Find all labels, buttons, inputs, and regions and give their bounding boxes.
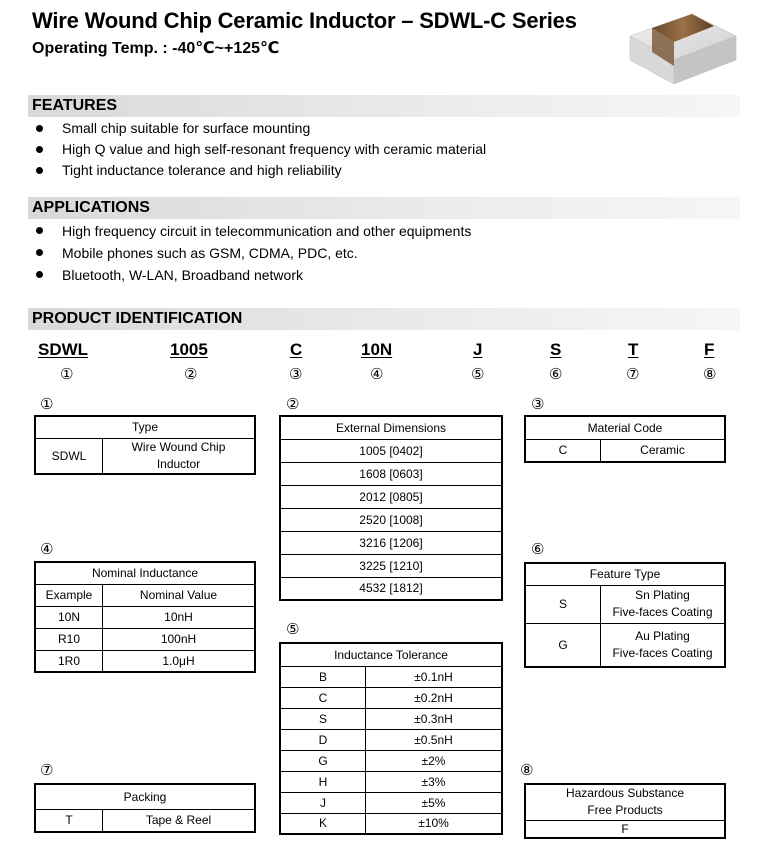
type-code: SDWL — [35, 438, 103, 474]
table-cell: K — [280, 813, 366, 834]
inductance-header: Nominal Inductance — [35, 562, 255, 584]
feature-code: G — [525, 623, 601, 667]
hazard-number: ⑧ — [520, 762, 534, 779]
list-item: High frequency circuit in telecommunication and other equipments — [36, 220, 471, 242]
code-part: F — [704, 340, 715, 359]
hazard-table — [524, 783, 726, 839]
feature-number: ⑥ — [531, 541, 545, 558]
inductance-col-example: Example — [35, 584, 103, 606]
chip-inductor-image — [622, 6, 744, 90]
table-row: 1608 [0603] — [280, 462, 502, 485]
feature-desc-line2: Five-faces Coating — [612, 645, 713, 660]
table-cell: 1R0 — [35, 650, 103, 672]
code-number: ⑥ — [549, 366, 563, 383]
packing-number: ⑦ — [40, 762, 54, 779]
table-cell: ±10% — [366, 813, 503, 834]
code-part: SDWL — [38, 340, 89, 359]
operating-temp: Operating Temp. : -40℃~+125℃ — [32, 40, 280, 57]
code-part: 1005 — [170, 340, 208, 359]
list-item: Bluetooth, W-LAN, Broadband network — [36, 264, 471, 286]
code-number: ⑤ — [471, 366, 485, 383]
feature-desc-line1: Au Plating — [635, 628, 690, 643]
code-number: ① — [60, 366, 74, 383]
code-part: 10N — [361, 340, 393, 359]
material-desc: Ceramic — [601, 439, 726, 462]
material-number: ③ — [531, 396, 545, 413]
material-code: C — [525, 439, 601, 462]
tolerance-table — [279, 642, 503, 835]
feature-desc-line1: Sn Plating — [635, 588, 690, 602]
material-header: Material Code — [525, 416, 725, 439]
type-table — [34, 415, 256, 475]
feature-desc — [601, 585, 726, 623]
packing-header: Packing — [35, 784, 255, 809]
feature-table — [524, 562, 726, 668]
table-row: 4532 [1812] — [280, 577, 502, 600]
applications-list — [36, 220, 471, 286]
table-cell: ±0.3nH — [366, 708, 503, 729]
table-cell: ±3% — [366, 771, 503, 792]
table-cell: C — [280, 687, 366, 708]
feature-code: S — [525, 585, 601, 623]
packing-desc: Tape & Reel — [103, 809, 256, 832]
table-cell: ±2% — [366, 750, 503, 771]
type-desc-line1: Wire Wound Chip — [131, 439, 226, 454]
table-row: 3225 [1210] — [280, 554, 502, 577]
table-cell: 10nH — [103, 606, 256, 628]
table-cell: ±5% — [366, 792, 503, 813]
packing-table — [34, 783, 256, 833]
table-row: 3216 [1206] — [280, 531, 502, 554]
table-cell: 100nH — [103, 628, 256, 650]
table-cell: R10 — [35, 628, 103, 650]
feature-desc-line2: Five-faces Coating — [612, 605, 713, 619]
hazard-header-line2: Free Products — [587, 803, 663, 818]
table-cell: B — [280, 666, 366, 687]
table-cell: ±0.2nH — [366, 687, 503, 708]
product-id-heading: PRODUCT IDENTIFICATION — [32, 310, 243, 327]
code-part: S — [550, 340, 562, 359]
code-number: ② — [184, 366, 198, 383]
tolerance-header: Inductance Tolerance — [280, 643, 502, 666]
page-title: Wire Wound Chip Ceramic Inductor – SDWL-C Series — [32, 8, 577, 33]
dimensions-table — [279, 415, 503, 601]
table-cell: 1.0μH — [103, 650, 256, 672]
code-number: ③ — [289, 366, 303, 383]
code-number: ⑧ — [703, 366, 717, 383]
code-part: T — [628, 340, 639, 359]
table-cell: J — [280, 792, 366, 813]
list-item: Mobile phones such as GSM, CDMA, PDC, etc. — [36, 242, 471, 264]
inductance-number: ④ — [40, 541, 54, 558]
table-cell: 10N — [35, 606, 103, 628]
list-item: High Q value and high self-resonant frequency with ceramic material — [36, 139, 486, 160]
table-cell: ±0.1nH — [366, 666, 503, 687]
list-item: Small chip suitable for surface mounting — [36, 118, 486, 139]
hazard-code: F — [525, 820, 725, 838]
hazard-header — [525, 784, 725, 820]
dimensions-header: External Dimensions — [280, 416, 502, 439]
list-item: Tight inductance tolerance and high reliability — [36, 160, 486, 181]
table-cell: D — [280, 729, 366, 750]
hazard-header-line1: Hazardous Substance — [565, 786, 685, 801]
table-cell: G — [280, 750, 366, 771]
features-bar — [28, 95, 740, 117]
type-header: Type — [35, 416, 255, 438]
material-table — [524, 415, 726, 463]
inductance-col-value: Nominal Value — [103, 584, 256, 606]
feature-desc — [601, 623, 726, 667]
dimensions-number: ② — [286, 396, 300, 413]
features-heading: FEATURES — [32, 97, 118, 114]
table-cell: H — [280, 771, 366, 792]
applications-heading: APPLICATIONS — [32, 199, 150, 216]
code-number: ④ — [370, 366, 384, 383]
feature-header: Feature Type — [525, 563, 725, 585]
inductance-table — [34, 561, 256, 673]
type-desc — [103, 438, 256, 474]
code-part: C — [290, 340, 303, 359]
table-row: 2520 [1008] — [280, 508, 502, 531]
type-desc-line2: Inductor — [156, 456, 201, 471]
tolerance-number: ⑤ — [286, 621, 300, 638]
packing-code: T — [35, 809, 103, 832]
type-number: ① — [40, 396, 54, 413]
table-row: 1005 [0402] — [280, 439, 502, 462]
table-cell: S — [280, 708, 366, 729]
features-list — [36, 118, 486, 181]
code-number: ⑦ — [626, 366, 640, 383]
table-row: 2012 [0805] — [280, 485, 502, 508]
code-part: J — [473, 340, 483, 359]
table-cell: ±0.5nH — [366, 729, 503, 750]
